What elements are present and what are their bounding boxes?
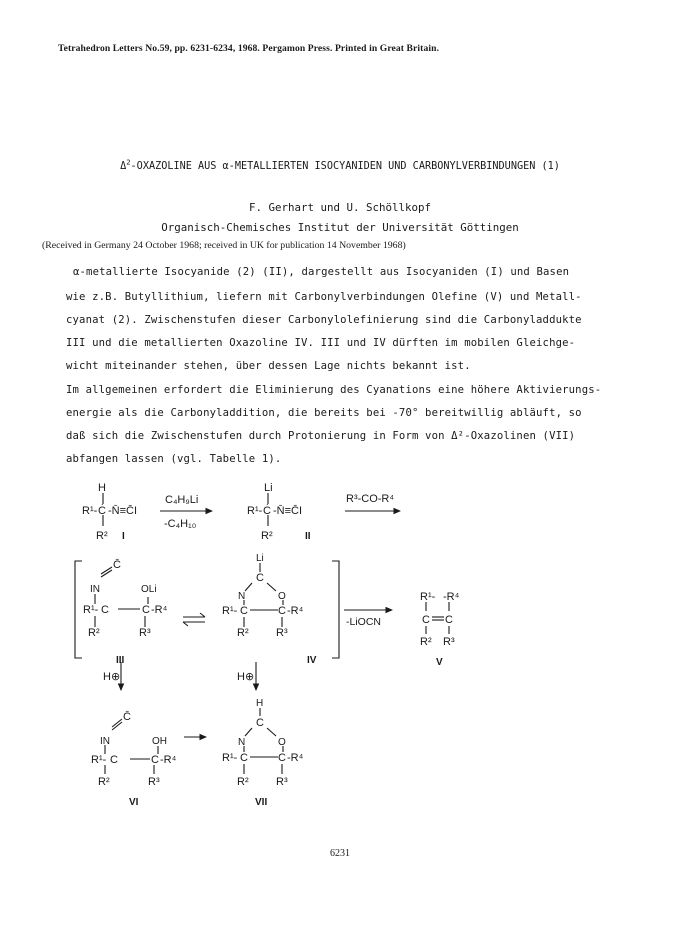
compound-I-isocyanide: -N̄≡C̄I [108, 505, 138, 517]
compound-IV-o: O [278, 591, 286, 602]
compound-II-r1: R¹- [247, 505, 263, 517]
compound-III-r3: R³ [139, 627, 151, 639]
compound-VII-r1: R¹- [222, 752, 238, 764]
compound-IV-r4: -R⁴ [287, 605, 304, 617]
body-line-6: Im allgemeinen erfordert die Eliminierung des Cyanations eine höhere Aktivierungs- [66, 384, 602, 396]
compound-VI-r1: R¹- [91, 754, 107, 766]
compound-label-V: V [436, 657, 443, 668]
compound-III-c1: C [101, 604, 109, 616]
compound-label-II: II [305, 531, 311, 542]
compound-I-carbon: Ċ [98, 505, 106, 517]
compound-III-oli: OLi [141, 584, 157, 595]
compound-II-carbon: Ċ [263, 505, 271, 517]
body-line-5: wicht miteinander stehen, über dessen Lage nichts bekannt ist. [66, 360, 471, 372]
authors: F. Gerhart und U. Schöllkopf [248, 201, 431, 214]
body-line-3: cyanat (2). Zwischenstufen dieser Carbonylolefinierung sind die Carbonyladdukte [66, 314, 582, 326]
reagent-butyllithium: C₄H₉Li [165, 494, 199, 506]
compound-VII-h: H [256, 698, 264, 709]
compound-VII-r2: R² [237, 776, 249, 788]
compound-V-r2: R² [420, 636, 432, 648]
compound-VI-n: IN [100, 736, 110, 747]
body-line-2: wie z.B. Butyllithium, liefern mit Carbonylverbindungen Olefine (V) und Metall- [66, 291, 582, 303]
compound-IV-r3: R³ [276, 627, 288, 639]
title-superscript: 2 [126, 157, 131, 167]
compound-III-r1: R¹- [83, 604, 99, 616]
compound-IV-li: Li [256, 553, 264, 564]
compound-label-I: I [122, 531, 125, 542]
compound-IV-n: N [238, 591, 246, 602]
compound-I-h: H [98, 482, 106, 494]
reagent-butane: -C₄H₁₀ [164, 518, 197, 530]
compound-V-r1: R¹- [420, 591, 436, 603]
compound-II-li: Li [264, 482, 273, 494]
reagent-carbonyl: R³-CO-R⁴ [346, 493, 395, 505]
compound-I-r2: R² [96, 530, 108, 542]
compound-IV-r1: R¹- [222, 605, 238, 617]
compound-VI-c1: C [110, 754, 118, 766]
body-line-9: abfangen lassen (vgl. Tabelle 1). [66, 453, 282, 465]
compound-VII-r4: -R⁴ [287, 752, 304, 764]
compound-II-r2: R² [261, 530, 273, 542]
compound-IV-c2: C [256, 572, 264, 584]
compound-label-VII: VII [255, 797, 268, 808]
page-number: 6231 [330, 848, 350, 859]
institute: Organisch-Chemisches Institut der Universität Göttingen [161, 221, 519, 234]
compound-VI-r3: R³ [148, 776, 160, 788]
protonation-label-1: H⊕ [103, 671, 121, 683]
title-delta: Δ [120, 161, 127, 172]
compound-III-c2: C [142, 604, 150, 616]
compound-VII-o: O [278, 737, 286, 748]
compound-VI-isocyanide-c: C̄ [123, 711, 131, 723]
compound-III-r4: -R⁴ [151, 604, 168, 616]
compound-III-isocyanide-c: C̄ [113, 559, 121, 571]
elimination-lioCN: -LiOCN [346, 616, 382, 628]
body-line-1: α-metallierte Isocyanide (2) (II), dargestellt aus Isocyaniden (I) und Basen [73, 266, 570, 278]
compound-VII-c5: C [278, 752, 286, 764]
received-dates: (Received in Germany 24 October 1968; received in UK for publication 14 November 1968) [42, 240, 406, 251]
compound-VII-c2: C [256, 717, 264, 729]
compound-label-IV: IV [307, 655, 317, 666]
compound-III-n: IN [90, 584, 100, 595]
compound-V-r3: R³ [443, 636, 455, 648]
body-line-7: energie als die Carbonyladdition, die bereits bei -70° bereitwillig abläuft, so [66, 407, 582, 419]
compound-VII-r3: R³ [276, 776, 288, 788]
journal-header: Tetrahedron Letters No.59, pp. 6231-6234, 1968. Pergamon Press. Printed in Great Britain. [58, 43, 440, 54]
compound-III-r2: R² [88, 627, 100, 639]
compound-V-c1: C [422, 614, 430, 626]
body-line-8: daß sich die Zwischenstufen durch Protonierung in Form von Δ²-Oxazolinen (VII) [66, 430, 576, 442]
compound-label-III: III [116, 655, 125, 666]
compound-IV-r2: R² [237, 627, 249, 639]
compound-label-VI: VI [129, 797, 139, 808]
compound-VII-c4: C [240, 752, 248, 764]
compound-VI-r2: R² [98, 776, 110, 788]
compound-V-r4: -R⁴ [443, 591, 460, 603]
compound-VI-oh: OH [152, 736, 167, 747]
compound-IV-c5: C [278, 605, 286, 617]
compound-I-r1: R¹- [82, 505, 98, 517]
compound-V-c2: C [445, 614, 453, 626]
compound-II-isocyanide: -N̄≡C̄I [273, 505, 303, 517]
protonation-label-2: H⊕ [237, 671, 255, 683]
compound-IV-c4: C [240, 605, 248, 617]
title-text: -OXAZOLINE AUS α-METALLIERTEN ISOCYANIDEN UND CARBONYLVERBINDUNGEN (1) [130, 161, 560, 172]
compound-VII-n: N [238, 737, 246, 748]
body-line-4: III und die metallierten Oxazoline IV. III und IV dürften im mobilen Gleichge- [66, 337, 576, 349]
compound-VI-r4: -R⁴ [160, 754, 177, 766]
compound-VI-c2: C [151, 754, 159, 766]
